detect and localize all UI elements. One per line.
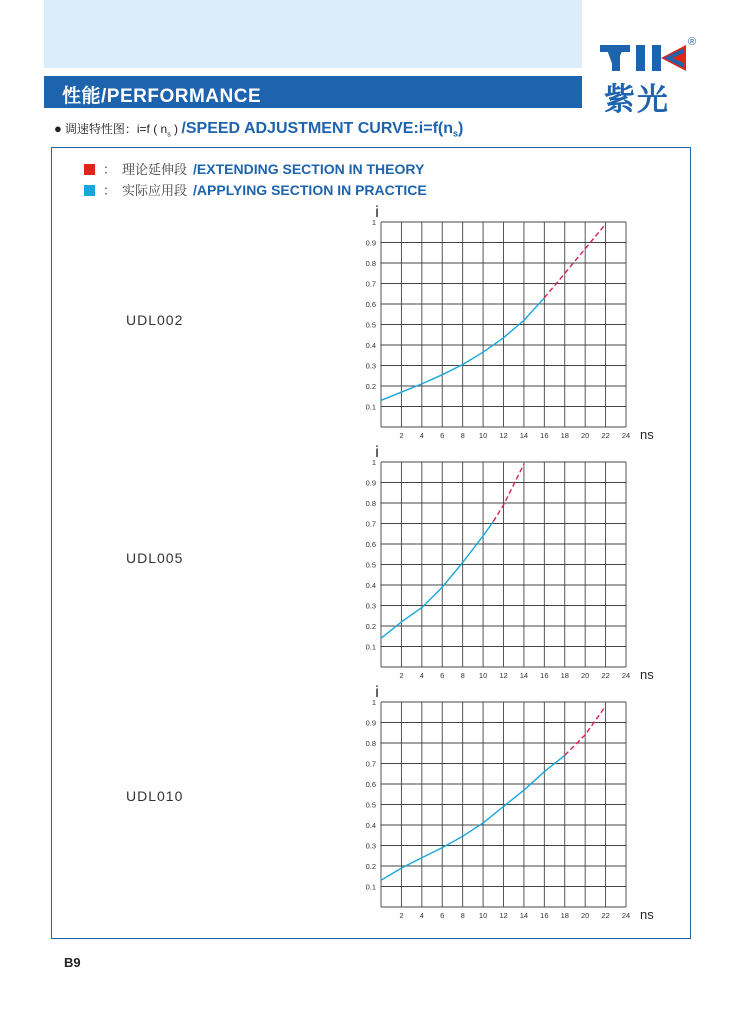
y-tick-label: 0.2	[365, 862, 376, 871]
registered-mark: ®	[688, 36, 697, 48]
legend-en: /EXTENDING SECTION IN THEORY	[193, 161, 425, 177]
y-tick-label: 0.8	[365, 739, 376, 748]
x-tick-label: 8	[460, 911, 465, 920]
section-title: 性能/PERFORMANCE	[62, 86, 262, 107]
y-tick-label: 1	[371, 698, 376, 707]
x-tick-label: 16	[540, 431, 549, 440]
x-tick-label: 8	[460, 671, 465, 680]
y-tick-label: 0.9	[365, 238, 376, 248]
x-tick-label: 22	[601, 671, 610, 680]
subtitle-cn-close: )	[170, 122, 179, 136]
x-tick-label: 12	[499, 431, 508, 440]
y-tick-label: 0.7	[365, 759, 376, 769]
model-label: UDL010	[126, 788, 184, 804]
x-tick-label: 14	[519, 431, 529, 440]
x-tick-label: 4	[419, 671, 424, 680]
y-axis-label: i	[375, 444, 379, 461]
x-tick-label: 24	[621, 671, 631, 680]
y-tick-label: 0.9	[365, 478, 376, 488]
y-tick-label: 0.1	[365, 402, 376, 412]
y-tick-label: 1	[371, 458, 376, 467]
x-tick-label: 6	[440, 671, 445, 680]
chart-udl002	[350, 202, 670, 442]
y-axis-label: i	[375, 684, 379, 701]
x-tick-label: 22	[601, 431, 610, 440]
y-tick-label: 0.8	[365, 259, 376, 268]
chart-udl005	[350, 442, 670, 682]
practice-series-line	[381, 755, 565, 880]
y-tick-label: 0.4	[365, 821, 376, 830]
page-number: B9	[64, 955, 81, 970]
legend-item-practice	[84, 180, 427, 199]
x-tick-label: 12	[499, 911, 508, 920]
y-tick-label: 0.8	[365, 499, 376, 508]
legend-cn: 实际应用段	[122, 183, 188, 198]
x-tick-label: 6	[440, 911, 445, 920]
blue-swatch-icon	[84, 185, 95, 196]
x-tick-label: 16	[540, 671, 549, 680]
x-tick-label: 20	[580, 431, 590, 440]
x-tick-label: 18	[560, 671, 569, 680]
x-tick-label: 10	[478, 911, 488, 920]
x-tick-label: 8	[460, 431, 465, 440]
x-tick-label: 24	[621, 911, 631, 920]
section-title-bar	[44, 76, 582, 108]
y-tick-label: 0.5	[365, 320, 376, 330]
model-label: UDL002	[126, 312, 184, 328]
y-tick-label: 0.3	[365, 601, 376, 611]
subtitle-en-sub: s	[453, 128, 459, 139]
bullet-icon: ●	[54, 121, 62, 136]
y-tick-label: 0.7	[365, 279, 376, 289]
y-tick-label: 0.2	[365, 622, 376, 631]
y-tick-label: 0.3	[365, 841, 376, 851]
y-tick-label: 0.2	[365, 382, 376, 391]
x-tick-label: 2	[399, 911, 404, 920]
subtitle-cn: 调速特性图：i=f ( n	[64, 122, 168, 136]
x-axis-label: ns	[640, 907, 654, 922]
x-tick-label: 4	[419, 431, 424, 440]
y-tick-label: 0.4	[365, 341, 376, 350]
legend-colon: ：	[103, 162, 117, 177]
header-band	[44, 0, 582, 68]
brand-name: 紫光	[604, 82, 670, 118]
chart-subtitle	[54, 120, 463, 138]
y-tick-label: 0.6	[365, 540, 376, 549]
y-tick-label: 1	[371, 218, 376, 227]
y-tick-label: 0.5	[365, 560, 376, 570]
theory-series-line	[493, 464, 524, 521]
x-tick-label: 20	[580, 671, 590, 680]
x-tick-label: 20	[580, 911, 590, 920]
model-label: UDL005	[126, 550, 184, 566]
subtitle-en: /SPEED ADJUSTMENT CURVE:i=f(n	[181, 120, 453, 137]
x-tick-label: 16	[540, 911, 549, 920]
x-tick-label: 10	[478, 431, 488, 440]
x-tick-label: 22	[601, 911, 610, 920]
legend-cn: 理论延伸段	[122, 162, 188, 177]
y-tick-label: 0.9	[365, 718, 376, 728]
x-tick-label: 14	[519, 911, 529, 920]
x-axis-label: ns	[640, 667, 654, 682]
chart-udl010	[350, 682, 670, 922]
x-tick-label: 2	[399, 671, 404, 680]
x-tick-label: 18	[560, 431, 569, 440]
y-axis-label: i	[375, 204, 379, 221]
practice-series-line	[381, 522, 493, 639]
y-tick-label: 0.4	[365, 581, 376, 590]
x-tick-label: 6	[440, 431, 445, 440]
x-axis-label: ns	[640, 427, 654, 442]
x-tick-label: 24	[621, 431, 631, 440]
subtitle-cn-sub: s	[167, 131, 171, 139]
y-tick-label: 0.6	[365, 780, 376, 789]
brand-logo	[598, 36, 703, 118]
legend-en: /APPLYING SECTION IN PRACTICE	[193, 182, 427, 198]
y-tick-label: 0.1	[365, 882, 376, 892]
legend-colon: ：	[103, 183, 117, 198]
y-tick-label: 0.6	[365, 300, 376, 309]
x-tick-label: 2	[399, 431, 404, 440]
x-tick-label: 18	[560, 911, 569, 920]
x-tick-label: 14	[519, 671, 529, 680]
y-tick-label: 0.3	[365, 361, 376, 371]
x-tick-label: 10	[478, 671, 488, 680]
x-tick-label: 4	[419, 911, 424, 920]
y-tick-label: 0.5	[365, 800, 376, 810]
red-swatch-icon	[84, 164, 95, 175]
theory-series-line	[544, 224, 605, 298]
subtitle-en-close: )	[458, 120, 464, 137]
legend-item-theory	[84, 159, 424, 178]
y-tick-label: 0.7	[365, 519, 376, 529]
y-tick-label: 0.1	[365, 642, 376, 652]
x-tick-label: 12	[499, 671, 508, 680]
brand-logo-mark-icon	[600, 43, 688, 73]
